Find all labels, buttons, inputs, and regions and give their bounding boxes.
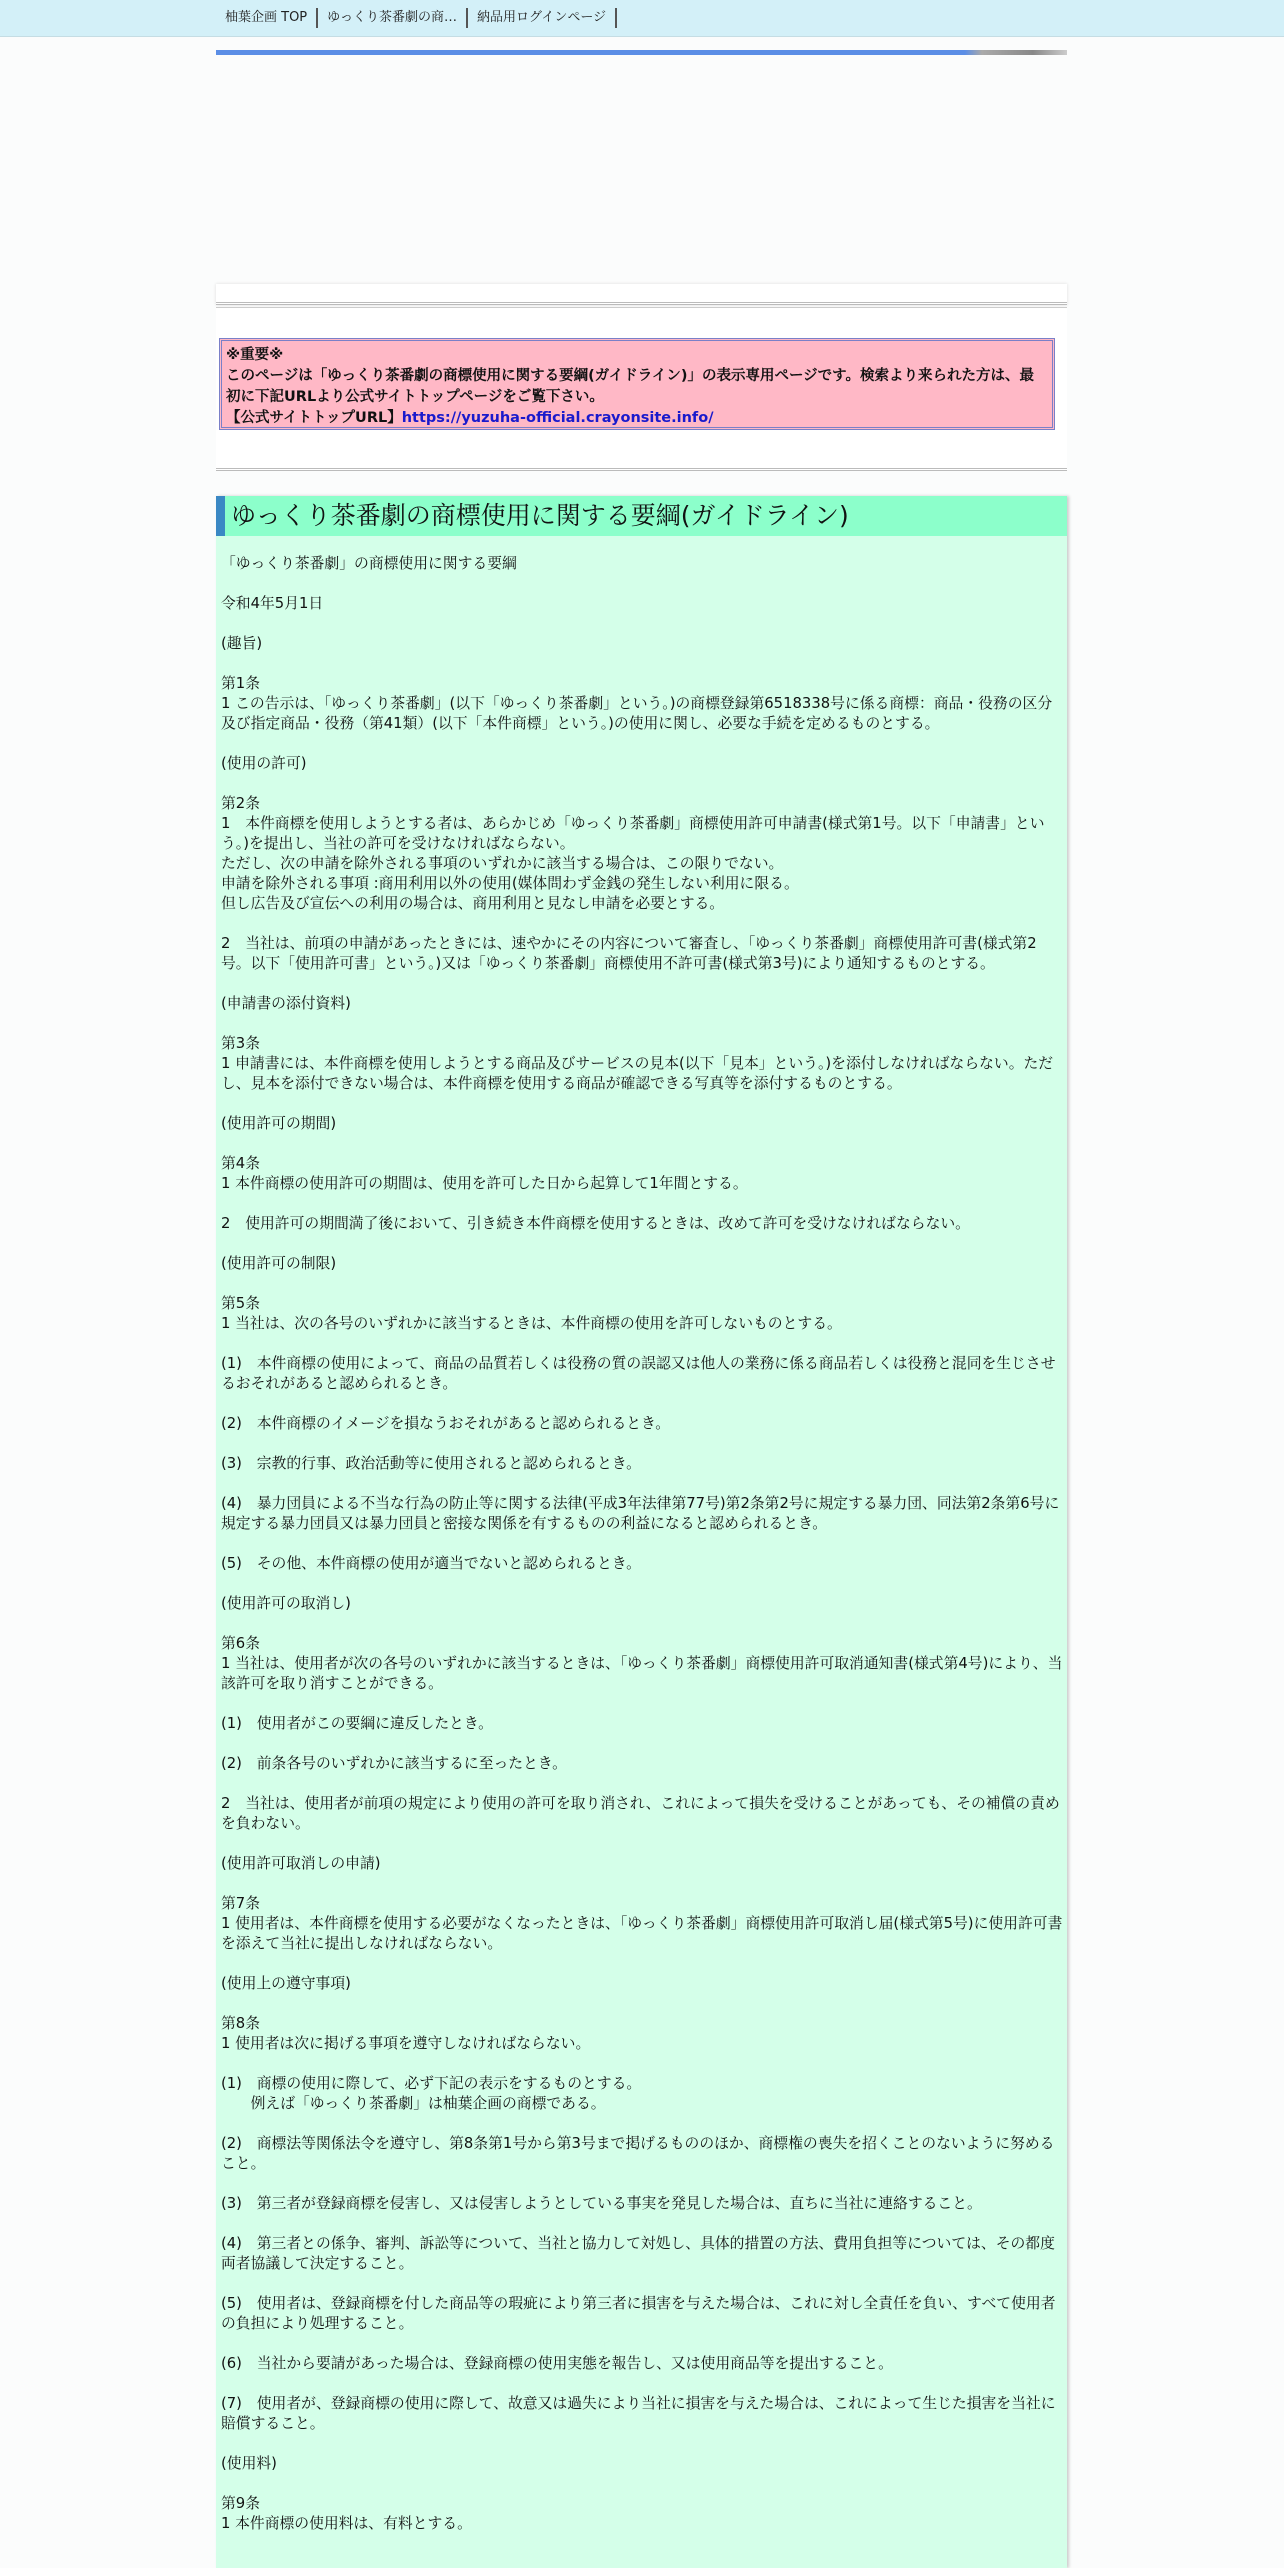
header-accent-bar — [216, 50, 1067, 55]
guideline-paragraph: (2) 本件商標のイメージを損なうおそれがあると認められるとき。 — [221, 1415, 671, 1432]
guideline-paragraph: (7) 使用者が、登録商標の使用に際して、故意又は過失により当社に損害を与えた場合は、これによって生じた損害を当社に賠償すること。 — [221, 2395, 1056, 2432]
guideline-paragraph: (4) 暴力団員による不当な行為の防止等に関する法律(平成3年法律第77号)第2条第2号に規定する暴力団、同法第2条第6号に規定する暴力団員又は暴力団員と密接な関係を有するものの利益になると認められるとき。 — [221, 1495, 1060, 1532]
guideline-paragraph: (1) 本件商標の使用によって、商品の品質若しくは役務の質の誤認又は他人の業務に係る商品若しくは役務と混同を生じさせるおそれがあると認められるとき。 — [221, 1355, 1056, 1392]
guideline-paragraph: 第8条 1 使用者は次に掲げる事項を遵守しなければならない。 — [221, 2015, 591, 2052]
nav-item-top[interactable]: 柚葉企画 TOP — [216, 8, 318, 28]
guideline-paragraph: (趣旨) — [221, 635, 263, 652]
guideline-paragraph: 第9条 1 本件商標の使用料は、有料とする。 — [221, 2495, 472, 2532]
top-navigation — [0, 0, 1284, 37]
header-divider-box — [216, 284, 1067, 305]
notice-heading: ※重要※ — [226, 347, 284, 363]
official-site-link[interactable]: https://yuzuha-official.crayonsite.info/ — [401, 410, 714, 426]
guideline-paragraph: 令和4年5月1日 — [221, 595, 324, 612]
notice-section — [216, 307, 1067, 471]
nav-item-login[interactable]: 納品用ログインページ — [468, 8, 617, 28]
guideline-paragraph: (使用上の遵守事項) — [221, 1975, 351, 1992]
guideline-paragraph: (2) 前条各号のいずれかに該当するに至ったとき。 — [221, 1755, 567, 1772]
nav-item-guideline[interactable]: ゆっくり茶番劇の商… — [318, 8, 468, 28]
page-title: ゆっくり茶番劇の商標使用に関する要綱(ガイドライン) — [231, 501, 849, 530]
notice-body: このページは「ゆっくり茶番劇の商標使用に関する要綱(ガイドライン)」の表示専用ページです。検索より来られた方は、最初に下記URLより公式サイトトップページをご覧下さい。 — [226, 368, 1034, 405]
guideline-paragraph: 2 当社は、使用者が前項の規定により使用の許可を取り消され、これによって損失を受けることがあっても、その補償の責めを負わない。 — [221, 1795, 1060, 1832]
nav-list — [216, 8, 617, 28]
guideline-paragraph: (使用許可の期間) — [221, 1115, 337, 1132]
page-title-bar — [216, 496, 1067, 536]
guideline-paragraph: 第2条 1 本件商標を使用しようとする者は、あらかじめ「ゆっくり茶番劇」商標使用許可申請書(様式第1号。以下「申請書」という。)を提出し、当社の許可を受けなければならない。 ただし、次の申請を除外される事項のいずれかに該当する場合は、この限りでない。 申請を除外される事項 :商用利用以外の使用(媒体問わず金銭の発生しない利用に限る。 但し広告及び宣伝への利用の場合は、商用利用と見なし申請を必要とする。 — [221, 795, 1045, 912]
guideline-paragraph: 第4条 1 本件商標の使用許可の期間は、使用を許可した日から起算して1年間とする。 — [221, 1155, 748, 1192]
important-notice-box — [219, 338, 1055, 430]
guideline-paragraph: 2 使用許可の期間満了後において、引き続き本件商標を使用するときは、改めて許可を受けなければならない。 — [221, 1215, 970, 1232]
guideline-paragraph: (3) 宗教的行事、政治活動等に使用されると認められるとき。 — [221, 1455, 641, 1472]
guideline-paragraph: (1) 使用者がこの要綱に違反したとき。 — [221, 1715, 493, 1732]
guideline-paragraph: (申請書の添付資料) — [221, 995, 351, 1012]
guideline-paragraph: 第5条 1 当社は、次の各号のいずれかに該当するときは、本件商標の使用を許可しないものとする。 — [221, 1295, 842, 1332]
guideline-paragraph: (使用の許可) — [221, 755, 307, 772]
guideline-paragraph: (2) 商標法等関係法令を遵守し、第8条第1号から第3号まで掲げるもののほか、商標権の喪失を招くことのないように努めること。 — [221, 2135, 1055, 2172]
guideline-paragraph: (6) 当社から要請があった場合は、登録商標の使用実態を報告し、又は使用商品等を提出すること。 — [221, 2355, 893, 2372]
guideline-paragraph: (5) その他、本件商標の使用が適当でないと認められるとき。 — [221, 1555, 641, 1572]
guideline-paragraph: 第6条 1 当社は、使用者が次の各号のいずれかに該当するときは、「ゆっくり茶番劇」商標使用許可取消通知書(様式第4号)により、当該許可を取り消すことができる。 — [221, 1635, 1063, 1692]
guideline-paragraph: 「ゆっくり茶番劇」の商標使用に関する要綱 — [221, 555, 517, 572]
guideline-paragraph: (3) 第三者が登録商標を侵害し、又は侵害しようとしている事実を発見した場合は、直ちに当社に連絡すること。 — [221, 2195, 982, 2212]
guideline-paragraph: 第7条 1 使用者は、本件商標を使用する必要がなくなったときは、「ゆっくり茶番劇」商標使用許可取消し届(様式第5号)に使用許可書を添えて当社に提出しなければならない。 — [221, 1895, 1063, 1952]
guideline-paragraph: (1) 商標の使用に際して、必ず下記の表示をするものとする。 例えば「ゆっくり茶番劇」は柚葉企画の商標である。 — [221, 2075, 642, 2112]
guideline-paragraph: (使用許可取消しの申請) — [221, 1855, 381, 1872]
guideline-paragraph: (5) 使用者は、登録商標を付した商品等の瑕疵により第三者に損害を与えた場合は、これに対し全責任を負い、すべて使用者の負担により処理すること。 — [221, 2295, 1056, 2332]
guideline-paragraph: (使用許可の制限) — [221, 1255, 337, 1272]
guideline-paragraph: 2 当社は、前項の申請があったときには、速やかにその内容について審査し、「ゆっくり茶番劇」商標使用許可書(様式第2号。以下「使用許可書」という。)又は「ゆっくり茶番劇」商標使用不許可書(様式第3号)により通知するものとする。 — [221, 935, 1037, 972]
guideline-paragraph: 第3条 1 申請書には、本件商標を使用しようとする商品及びサービスの見本(以下「見本」という。)を添付しなければならない。ただし、見本を添付できない場合は、本件商標を使用する商品が確認できる写真等を添付するものとする。 — [221, 1035, 1054, 1092]
guideline-paragraph: (使用許可の取消し) — [221, 1595, 351, 1612]
notice-url-line — [226, 408, 1048, 429]
guideline-paragraph: 第1条 1 この告示は、「ゆっくり茶番劇」(以下「ゆっくり茶番劇」という。)の商標登録第6518338号に係る商標：商品・役務の区分及び指定商品・役務（第41類）(以下「本件商標」という。)の使用に関し、必要な手続を定めるものとする。 — [221, 675, 1053, 732]
notice-url-label: 【公式サイトトップURL】 — [226, 410, 402, 426]
main-content — [216, 496, 1067, 2568]
guideline-body — [221, 554, 1064, 2554]
guideline-paragraph: (4) 第三者との係争、審判、訴訟等について、当社と協力して対処し、具体的措置の方法、費用負担等については、その都度両者協議して決定すること。 — [221, 2235, 1055, 2272]
guideline-paragraph: (使用料) — [221, 2455, 277, 2472]
